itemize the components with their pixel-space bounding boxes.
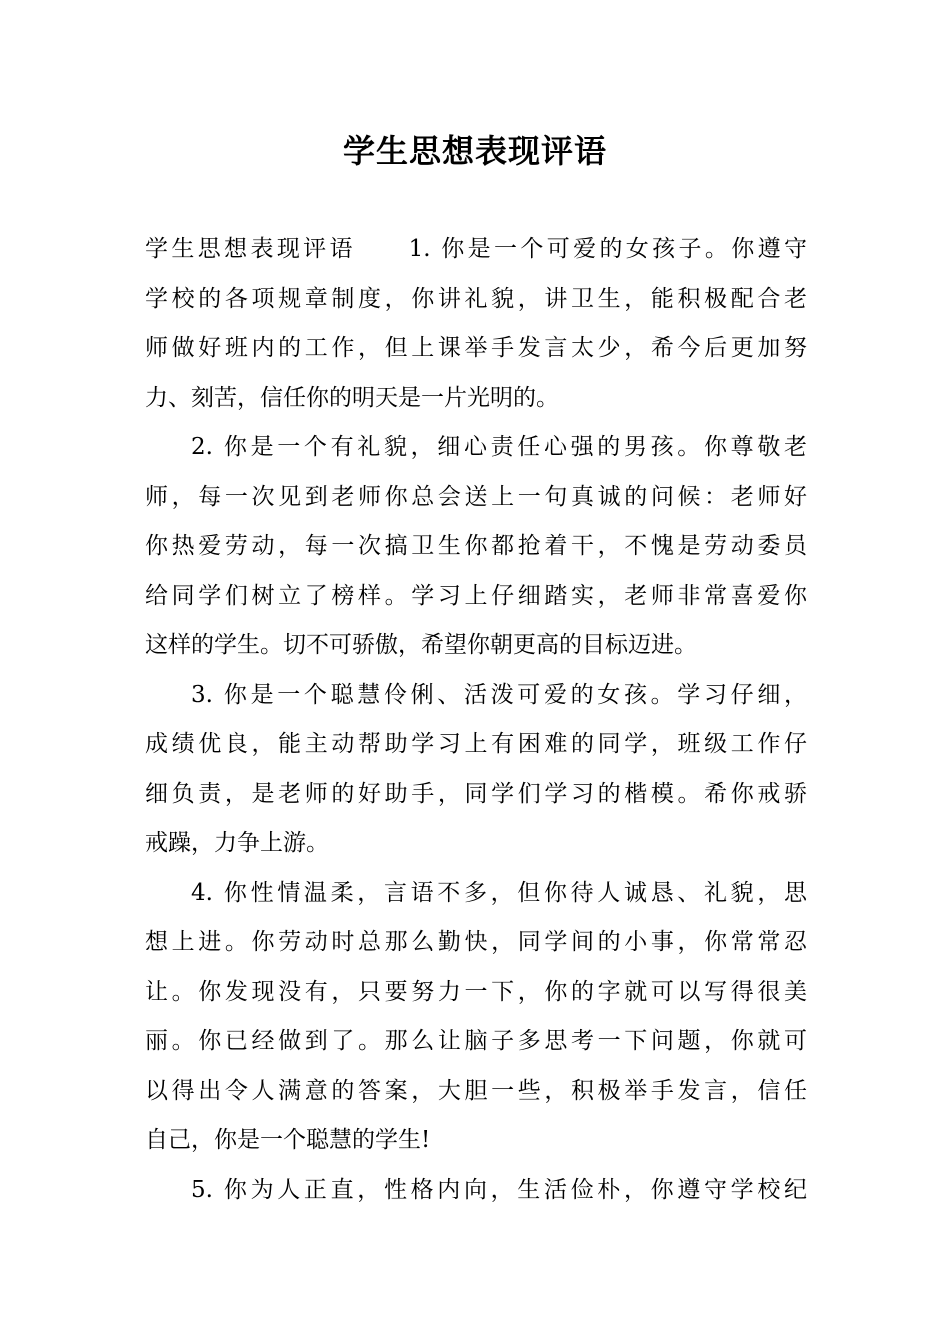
body-line: 学生思想表现评语 1. 你是一个可爱的女孩子。你遵守	[145, 236, 807, 262]
body-line: 成绩优良，能主动帮助学习上有困难的同学，班级工作仔	[145, 731, 807, 757]
body-line: 你热爱劳动，每一次搞卫生你都抢着干，不愧是劳动委员	[145, 533, 807, 559]
body-line: 师做好班内的工作，但上课举手发言太少，希今后更加努	[145, 335, 807, 361]
body-line: 5. 你为人正直，性格内向，生活俭朴，你遵守学校纪	[191, 1176, 807, 1203]
body-line: 学校的各项规章制度，你讲礼貌，讲卫生，能积极配合老	[145, 285, 807, 312]
body-line: 力、刻苦，信任你的明天是一片光明的。	[145, 384, 559, 411]
body-line: 这样的学生。切不可骄傲，希望你朝更高的目标迈进。	[145, 632, 697, 658]
body-line: 自己，你是一个聪慧的学生!	[145, 1127, 431, 1153]
body-line: 师，每一次见到老师你总会送上一句真诚的问候：老师好	[145, 483, 807, 510]
body-line: 想上进。你劳动时总那么勤快，同学间的小事，你常常忍	[145, 929, 807, 955]
body-line: 细负责，是老师的好助手，同学们学习的楷模。希你戒骄	[145, 780, 807, 807]
body-line: 3. 你是一个聪慧伶俐、活泼可爱的女孩。学习仔细，	[191, 681, 807, 708]
body-line: 4. 你性情温柔，言语不多，但你待人诚恳、礼貌，思	[191, 879, 807, 906]
body-line: 丽。你已经做到了。那么让脑子多思考一下问题，你就可	[145, 1028, 807, 1054]
body-line: 2. 你是一个有礼貌，细心责任心强的男孩。你尊敬老	[191, 434, 807, 460]
body-line: 给同学们树立了榜样。学习上仔细踏实，老师非常喜爱你	[145, 582, 807, 609]
body-line: 戒躁，力争上游。	[145, 830, 329, 856]
body-line: 以得出令人满意的答案，大胆一些，积极举手发言，信任	[145, 1077, 807, 1104]
body-line: 让。你发现没有，只要努力一下，你的字就可以写得很美	[145, 978, 807, 1005]
document-title: 学生思想表现评语	[342, 132, 607, 170]
document-body	[145, 225, 807, 1215]
